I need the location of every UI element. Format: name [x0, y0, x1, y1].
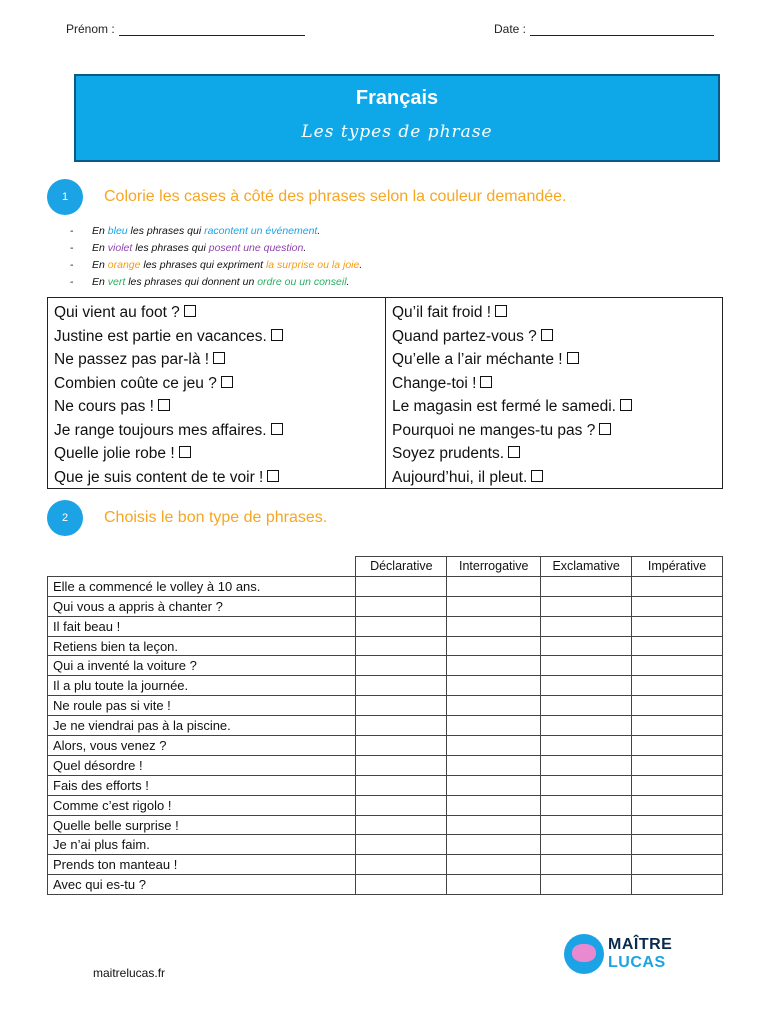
answer-cell[interactable]	[541, 636, 632, 656]
answer-cell[interactable]	[356, 815, 447, 835]
answer-cell[interactable]	[541, 696, 632, 716]
color-checkbox[interactable]	[599, 423, 611, 435]
table-row	[48, 795, 723, 815]
sentence-cell: Je n’ai plus faim.	[48, 835, 356, 855]
instruction-text: les phrases qui expriment	[140, 258, 266, 271]
table-row	[48, 716, 723, 736]
phrase-item	[392, 442, 722, 466]
exercise-1-number-badge	[47, 179, 83, 215]
answer-cell[interactable]	[447, 576, 541, 596]
sentence-cell: Comme c’est rigolo !	[48, 795, 356, 815]
sentence-cell: Quelle belle surprise !	[48, 815, 356, 835]
phrase-item	[392, 372, 722, 396]
prenom-label: Prénom :	[66, 22, 115, 36]
column-header: Exclamative	[541, 557, 632, 577]
answer-cell[interactable]	[541, 775, 632, 795]
phrase-item	[392, 348, 722, 372]
answer-cell[interactable]	[541, 755, 632, 775]
sentence-cell: Alors, vous venez ?	[48, 736, 356, 756]
table-corner	[48, 557, 356, 577]
answer-cell[interactable]	[541, 736, 632, 756]
answer-cell[interactable]	[632, 596, 723, 616]
answer-cell[interactable]	[541, 835, 632, 855]
answer-cell[interactable]	[541, 656, 632, 676]
bullet-dash: -	[70, 224, 74, 237]
instruction-text: .	[359, 258, 363, 271]
answer-cell[interactable]	[356, 676, 447, 696]
answer-cell[interactable]	[447, 636, 541, 656]
sentence-cell: Il a plu toute la journée.	[48, 676, 356, 696]
answer-cell[interactable]	[447, 775, 541, 795]
table-row	[48, 656, 723, 676]
color-checkbox[interactable]	[271, 329, 283, 341]
phrase-text: Ne cours pas !	[54, 398, 154, 415]
answer-cell[interactable]	[447, 755, 541, 775]
answer-cell[interactable]	[632, 616, 723, 636]
answer-cell[interactable]	[356, 636, 447, 656]
answer-cell[interactable]	[632, 716, 723, 736]
website-url[interactable]: maitrelucas.fr	[93, 966, 166, 980]
color-checkbox[interactable]	[184, 305, 196, 317]
answer-cell[interactable]	[632, 696, 723, 716]
answer-cell[interactable]	[541, 795, 632, 815]
table-row	[48, 636, 723, 656]
table-header-row	[48, 557, 723, 577]
answer-cell[interactable]	[632, 755, 723, 775]
table-row	[48, 855, 723, 875]
phrase-column-left	[48, 298, 385, 488]
answer-cell[interactable]	[447, 736, 541, 756]
answer-cell[interactable]	[356, 576, 447, 596]
answer-cell[interactable]	[541, 716, 632, 736]
table-row	[48, 835, 723, 855]
answer-cell[interactable]	[541, 855, 632, 875]
instruction-text: En	[92, 275, 108, 288]
answer-cell[interactable]	[356, 775, 447, 795]
phrase-text: Pourquoi ne manges-tu pas ?	[392, 421, 596, 439]
phrase-item	[54, 442, 385, 466]
answer-cell[interactable]	[447, 716, 541, 736]
color-checkbox[interactable]	[480, 376, 492, 388]
color-checkbox[interactable]	[267, 470, 279, 482]
answer-cell[interactable]	[632, 795, 723, 815]
answer-cell[interactable]	[356, 795, 447, 815]
answer-cell[interactable]	[447, 616, 541, 636]
answer-cell[interactable]	[356, 755, 447, 775]
answer-cell[interactable]	[447, 835, 541, 855]
column-header: Déclarative	[356, 557, 447, 577]
answer-cell[interactable]	[356, 736, 447, 756]
exercise-2-title: Choisis le bon type de phrases.	[104, 509, 328, 526]
date-label: Date :	[494, 22, 527, 36]
color-checkbox[interactable]	[508, 446, 520, 458]
answer-cell[interactable]	[356, 716, 447, 736]
phrase-item	[54, 301, 385, 325]
color-checkbox[interactable]	[221, 376, 233, 388]
table-row	[48, 775, 723, 795]
table-row	[48, 755, 723, 775]
column-header: Interrogative	[447, 557, 541, 577]
phrase-text: Qu’il fait froid !	[392, 304, 492, 321]
answer-cell[interactable]	[632, 636, 723, 656]
phrase-text: Je range toujours mes affaires.	[54, 421, 267, 439]
instruction-item	[70, 239, 362, 256]
table-row	[48, 676, 723, 696]
instruction-text: les phrases qui	[127, 224, 205, 237]
sentence-cell: Elle a commencé le volley à 10 ans.	[48, 576, 356, 596]
bullet-dash: -	[70, 275, 74, 288]
sentence-cell: Prends ton manteau !	[48, 855, 356, 875]
phrase-grid	[47, 297, 723, 489]
phrase-text: Qu’elle a l’air méchante !	[392, 351, 563, 368]
table-row	[48, 736, 723, 756]
answer-cell[interactable]	[356, 616, 447, 636]
instruction-text: racontent un événement	[204, 224, 318, 237]
exercise-1-title: Colorie les cases à côté des phrases selon la couleur demandée.	[104, 188, 567, 205]
answer-cell[interactable]	[447, 875, 541, 895]
date-field	[494, 22, 714, 36]
answer-cell[interactable]	[356, 656, 447, 676]
answer-cell[interactable]	[356, 596, 447, 616]
instruction-text: ordre ou un conseil	[257, 275, 347, 288]
phrase-text: Combien coûte ce jeu ?	[54, 374, 217, 392]
phrase-text: Aujourd’hui, il pleut.	[392, 468, 528, 486]
title-banner	[74, 74, 720, 162]
color-checkbox[interactable]	[179, 446, 191, 458]
answer-cell[interactable]	[541, 815, 632, 835]
instruction-text: posent une question	[208, 241, 304, 254]
answer-cell[interactable]	[541, 616, 632, 636]
sentence-cell: Fais des efforts !	[48, 775, 356, 795]
color-checkbox[interactable]	[531, 470, 543, 482]
phrase-item	[392, 419, 722, 443]
answer-cell[interactable]	[541, 596, 632, 616]
answer-cell[interactable]	[447, 795, 541, 815]
phrase-item	[392, 466, 722, 490]
exercise-1-number: 1	[61, 191, 69, 203]
topic-title: Les types de phrase	[301, 122, 493, 142]
bullet-dash: -	[70, 258, 74, 271]
instruction-text: vert	[107, 275, 126, 288]
instruction-text: .	[317, 224, 321, 237]
sentence-cell: Il fait beau !	[48, 616, 356, 636]
instruction-text: En	[92, 224, 108, 237]
answer-cell[interactable]	[447, 696, 541, 716]
phrase-text: Quelle jolie robe !	[54, 445, 175, 462]
instruction-text: En	[92, 258, 108, 271]
phrase-item	[54, 325, 385, 349]
sentence-type-table	[47, 556, 723, 895]
answer-cell[interactable]	[632, 656, 723, 676]
color-checkbox[interactable]	[495, 305, 507, 317]
answer-cell[interactable]	[447, 855, 541, 875]
instruction-text: la surprise ou la joie	[265, 258, 360, 271]
answer-cell[interactable]	[541, 576, 632, 596]
date-line[interactable]	[530, 23, 714, 36]
phrase-text: Soyez prudents.	[392, 445, 505, 462]
color-checkbox[interactable]	[158, 399, 170, 411]
instruction-text: .	[346, 275, 350, 288]
logo-word-1: MAÎTRE	[608, 936, 673, 953]
instruction-item	[70, 222, 362, 239]
column-header: Impérative	[632, 557, 723, 577]
answer-cell[interactable]	[632, 875, 723, 895]
phrase-text: Que je suis content de te voir !	[54, 468, 264, 486]
exercise-2-number: 2	[61, 512, 69, 524]
answer-cell[interactable]	[356, 875, 447, 895]
color-checkbox[interactable]	[213, 352, 225, 364]
phrase-text: Le magasin est fermé le samedi.	[392, 398, 616, 415]
instruction-text: les phrases qui donnent un	[125, 275, 258, 288]
subject-title: Français	[355, 87, 439, 109]
phrase-text: Justine est partie en vacances.	[54, 327, 267, 345]
color-checkbox[interactable]	[541, 329, 553, 341]
answer-cell[interactable]	[632, 676, 723, 696]
instruction-item	[70, 273, 362, 290]
answer-cell[interactable]	[447, 815, 541, 835]
phrase-item	[392, 301, 722, 325]
phrase-item	[54, 395, 385, 419]
instruction-item	[70, 256, 362, 273]
phrase-text: Ne passez pas par-là !	[54, 351, 210, 368]
answer-cell[interactable]	[632, 835, 723, 855]
phrase-item	[54, 419, 385, 443]
answer-cell[interactable]	[632, 855, 723, 875]
table-row	[48, 576, 723, 596]
bullet-dash: -	[70, 241, 74, 254]
sentence-cell: Avec qui es-tu ?	[48, 875, 356, 895]
table-row	[48, 815, 723, 835]
phrase-text: Change-toi !	[392, 374, 477, 392]
exercise-1-instructions	[70, 222, 362, 290]
color-checkbox[interactable]	[271, 423, 283, 435]
sentence-cell: Quel désordre !	[48, 755, 356, 775]
answer-cell[interactable]	[632, 815, 723, 835]
maitre-lucas-logo	[564, 932, 694, 978]
table-row	[48, 696, 723, 716]
answer-cell[interactable]	[356, 696, 447, 716]
answer-cell[interactable]	[447, 596, 541, 616]
instruction-text: violet	[107, 241, 133, 254]
phrase-item	[54, 466, 385, 490]
sentence-cell: Retiens bien ta leçon.	[48, 636, 356, 656]
answer-cell[interactable]	[356, 855, 447, 875]
prenom-field	[66, 22, 305, 36]
prenom-line[interactable]	[119, 23, 305, 36]
instruction-text: .	[303, 241, 307, 254]
sentence-cell: Qui a inventé la voiture ?	[48, 656, 356, 676]
phrase-text: Qui vient au foot ?	[54, 304, 180, 321]
sentence-cell: Je ne viendrai pas à la piscine.	[48, 716, 356, 736]
answer-cell[interactable]	[447, 676, 541, 696]
phrase-item	[54, 372, 385, 396]
exercise-2-number-badge	[47, 500, 83, 536]
instruction-text: les phrases qui	[132, 241, 209, 254]
instruction-text: orange	[107, 258, 141, 271]
table-row	[48, 875, 723, 895]
brain-icon	[572, 944, 596, 962]
table-row	[48, 596, 723, 616]
color-checkbox[interactable]	[567, 352, 579, 364]
phrase-column-right	[385, 298, 722, 488]
phrase-item	[392, 395, 722, 419]
answer-cell[interactable]	[356, 835, 447, 855]
answer-cell[interactable]	[447, 656, 541, 676]
answer-cell[interactable]	[541, 875, 632, 895]
phrase-item	[54, 348, 385, 372]
phrase-item	[392, 325, 722, 349]
table-row	[48, 616, 723, 636]
sentence-cell: Qui vous a appris à chanter ?	[48, 596, 356, 616]
color-checkbox[interactable]	[620, 399, 632, 411]
phrase-text: Quand partez-vous ?	[392, 327, 537, 345]
sentence-cell: Ne roule pas si vite !	[48, 696, 356, 716]
answer-cell[interactable]	[632, 775, 723, 795]
instruction-text: En	[92, 241, 108, 254]
answer-cell[interactable]	[541, 676, 632, 696]
logo-word-2: LUCAS	[608, 954, 666, 971]
answer-cell[interactable]	[632, 576, 723, 596]
instruction-text: bleu	[107, 224, 128, 237]
answer-cell[interactable]	[632, 736, 723, 756]
